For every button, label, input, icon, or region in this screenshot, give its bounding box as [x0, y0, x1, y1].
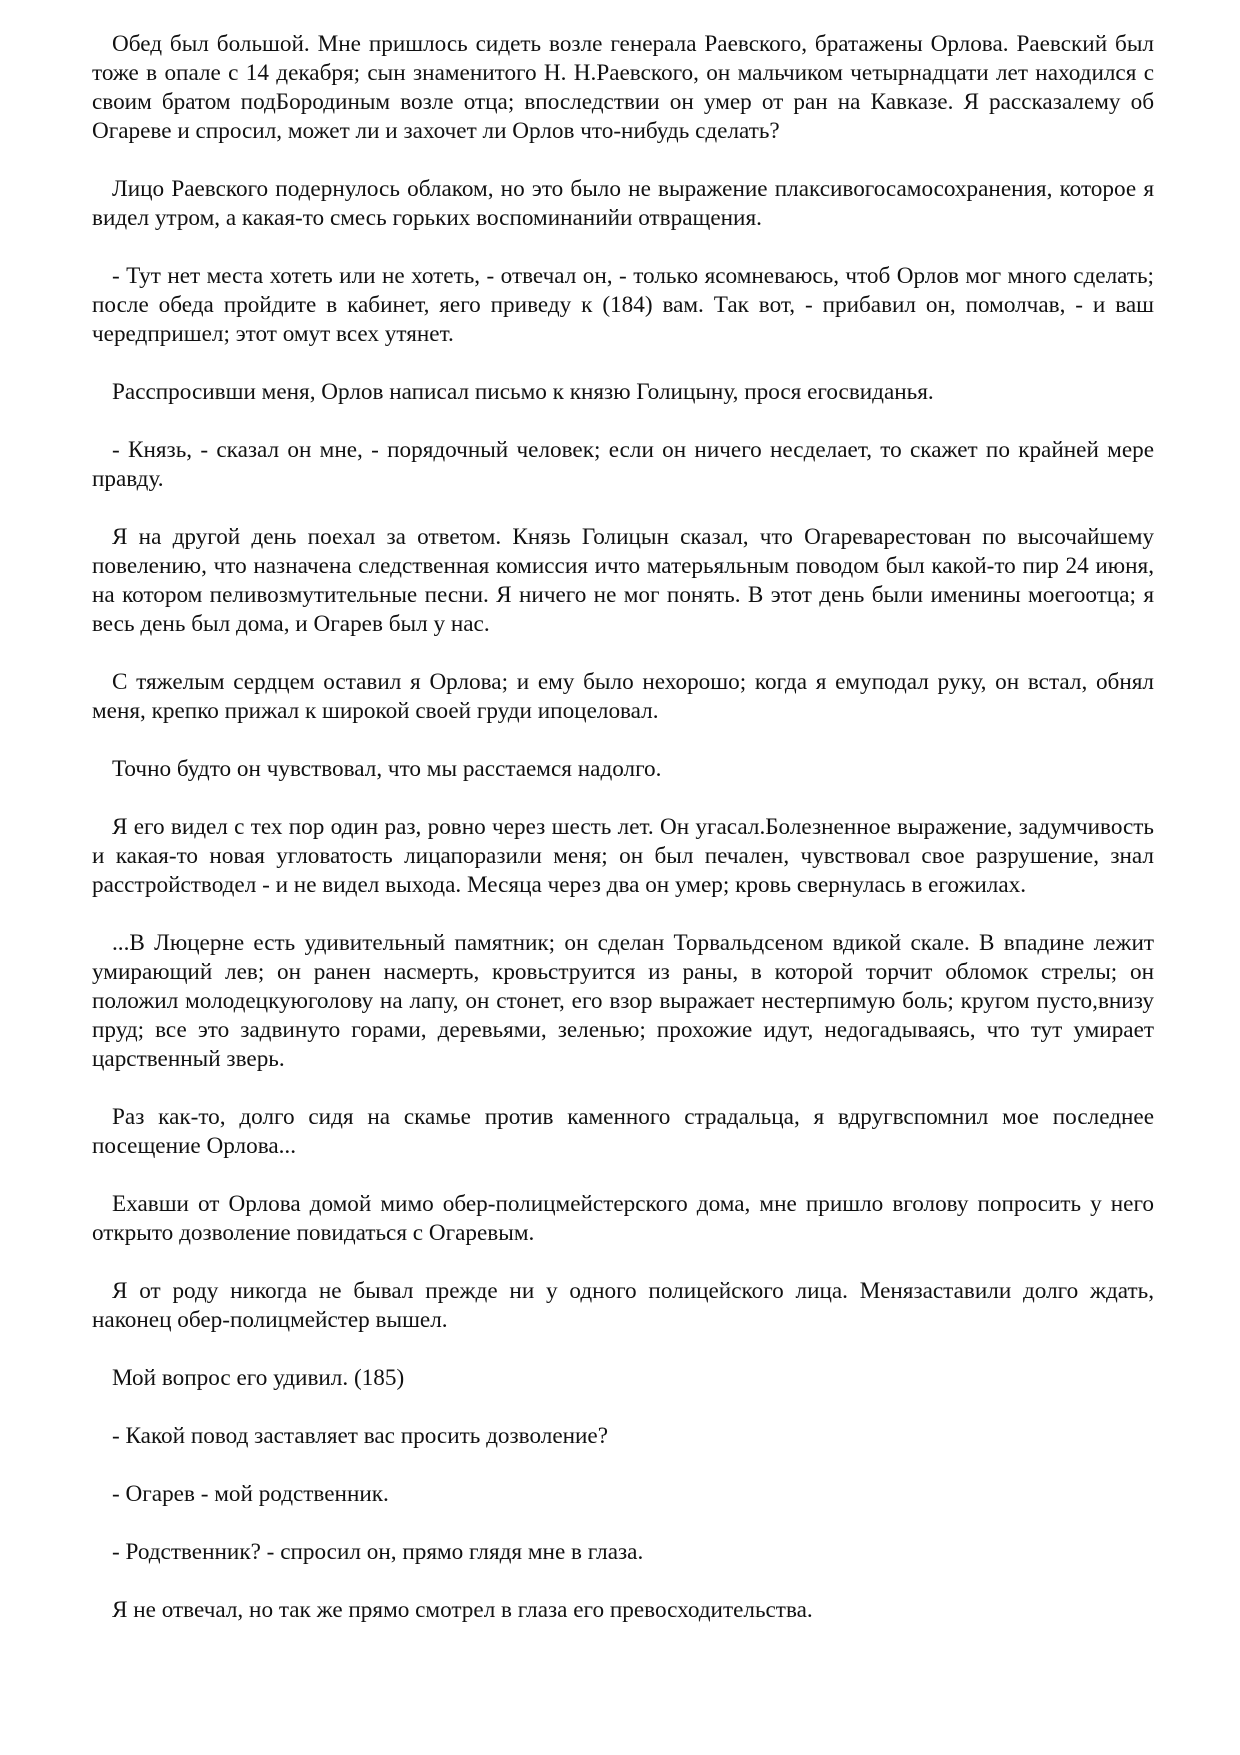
- paragraph: Раз как-то, долго сидя на скамье против каменного страдальца, я вдругвспомнил мое последнее посещение Орлова...: [92, 1104, 1154, 1159]
- paragraph: С тяжелым сердцем оставил я Орлова; и ему было нехорошо; когда я емуподал руку, он встал, обнял меня, крепко прижал к широкой своей груди ипоцеловал.: [92, 669, 1154, 724]
- paragraph: Я от роду никогда не бывал прежде ни у одного полицейского лица. Менязаставили долго ждать, наконец обер-полицмейстер вышел.: [92, 1278, 1154, 1333]
- paragraph: - Родственник? - спросил он, прямо глядя мне в глаза.: [112, 1539, 644, 1565]
- paragraph: Я его видел с тех пор один раз, ровно через шесть лет. Он угасал.Болезненное выражение, задумчивость и какая-то новая угловатость лицапоразили меня; он был печален, чувствовал свое разрушение, знал расстройстводел - и не видел выхода. Месяца через два он умер; кровь свернулась в егожилах.: [92, 814, 1154, 898]
- paragraph: Я на другой день поехал за ответом. Князь Голицын сказал, что Огареварестован по высочайшему повелению, что назначена следственная комиссия ичто матерьяльным поводом был какой-то пир 24 июня, на котором пеливозмутительные песни. Я ничего не мог понять. В этот день были именины моегоотца; я весь день был дома, и Огарев был у нас.: [92, 524, 1154, 637]
- paragraph: Мой вопрос его удивил. (185): [112, 1365, 405, 1391]
- paragraph: Расспросивши меня, Орлов написал письмо к князю Голицыну, прося егосвиданья.: [112, 379, 934, 405]
- paragraph: - Князь, - сказал он мне, - порядочный человек; если он ничего несделает, то скажет по крайней мере правду.: [92, 437, 1154, 492]
- paragraph: Лицо Раевского подернулось облаком, но это было не выражение плаксивогосамосохранения, которое я видел утром, а какая-то смесь горьких воспоминанийи отвращения.: [92, 176, 1154, 231]
- paragraph: Я не отвечал, но так же прямо смотрел в глаза его превосходительства.: [112, 1597, 813, 1623]
- document-page: [92, 30, 1154, 1625]
- paragraph: - Огарев - мой родственник.: [112, 1481, 389, 1507]
- paragraph: ...В Люцерне есть удивительный памятник; он сделан Торвальдсеном вдикой скале. В впадине лежит умирающий лев; он ранен насмерть, кровьструится из раны, в которой торчит обломок стрелы; он положил молодецкуюголову на лапу, он стонет, его взор выражает нестерпимую боль; кругом пусто,внизу пруд; все это задвинуто горами, деревьями, зеленью; прохожие идут, недогадываясь, что тут умирает царственный зверь.: [92, 930, 1154, 1072]
- paragraph: Ехавши от Орлова домой мимо обер-полицмейстерского дома, мне пришло вголову попросить у него открыто дозволение повидаться с Огаревым.: [92, 1191, 1154, 1246]
- paragraph: - Какой повод заставляет вас просить дозволение?: [112, 1423, 609, 1449]
- paragraph: Точно будто он чувствовал, что мы расстаемся надолго.: [112, 756, 662, 782]
- paragraph: Обед был большой. Мне пришлось сидеть возле генерала Раевского, братажены Орлова. Раевский был тоже в опале с 14 декабря; сын знаменитого Н. Н.Раевского, он мальчиком четырнадцати лет находился с своим братом подБородиным возле отца; впоследствии он умер от ран на Кавказе. Я рассказалему об Огареве и спросил, может ли и захочет ли Орлов что-нибудь сделать?: [92, 31, 1154, 144]
- paragraph: - Тут нет места хотеть или не хотеть, - отвечал он, - только ясомневаюсь, чтоб Орлов мог много сделать; после обеда пройдите в кабинет, яего приведу к (184) вам. Так вот, - прибавил он, помолчав, - и ваш чередпришел; этот омут всех утянет.: [92, 263, 1154, 347]
